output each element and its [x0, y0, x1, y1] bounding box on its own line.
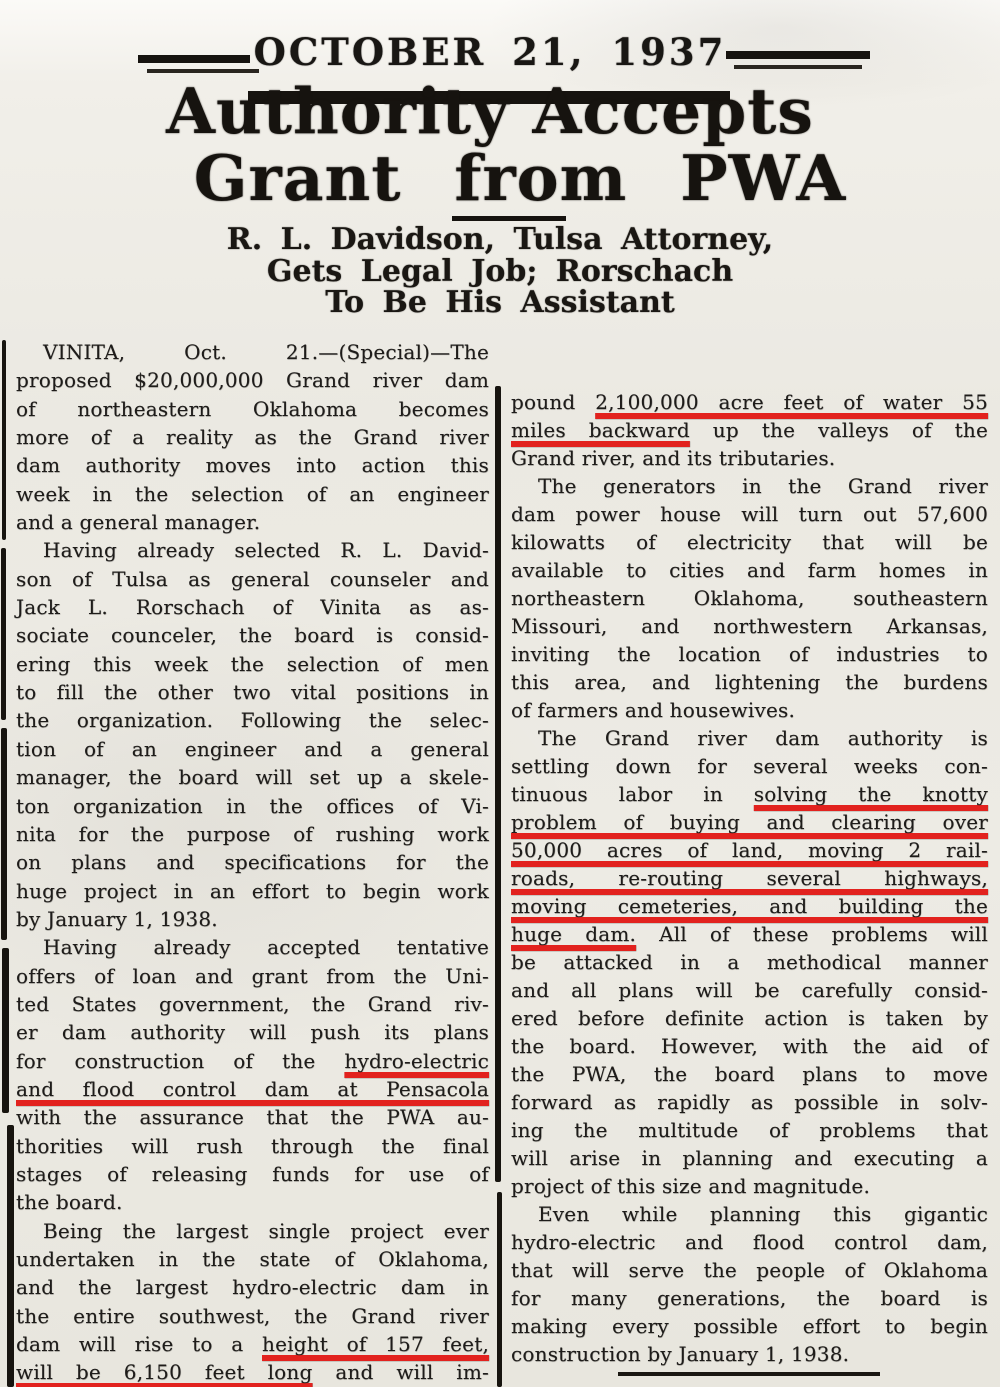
red-underline-highlight: and flood control dam at Pensacola [16, 1076, 489, 1101]
article-line: for construction of the hydro-electric [16, 1048, 489, 1073]
red-underline-highlight: 2,100,000 acre feet of water 55 [595, 390, 989, 414]
red-underline-highlight: roads, re-routing several highways, [511, 866, 988, 890]
article-line: making every possible effort to begin [511, 1314, 988, 1338]
article-line: that will serve the people of Oklahoma [511, 1258, 988, 1282]
red-underline-highlight: 50,000 acres of land, moving 2 rail- [511, 838, 988, 862]
article-line: offers of loan and grant from the Uni- [16, 963, 489, 988]
subhead-line-2: Gets Legal Job; Rorschach [266, 253, 734, 289]
date-rule-right-bottom [734, 65, 862, 69]
article-line: Jack L. Rorschach of Vinita as as- [16, 595, 489, 620]
article-line: nita for the purpose of rushing work [16, 821, 489, 846]
red-underline-highlight: problem of buying and clearing over [511, 810, 988, 834]
article-line: this area, and lightening the burdens [511, 670, 988, 694]
article-line: son of Tulsa as general counseler and [16, 566, 489, 591]
article-line [16, 1075, 489, 1103]
red-underline-highlight: huge dam. [511, 922, 637, 946]
article-line: VINITA, Oct. 21.—(Special)—The [43, 340, 489, 364]
article-line: er dam authority will push its plans [16, 1020, 489, 1045]
article-line: to fill the other two vital positions in [16, 680, 489, 705]
date-rule-right-top [726, 51, 870, 59]
article-line: kilowatts of electricity that will be [511, 530, 988, 554]
left-edge-rule-segment [7, 1125, 14, 1387]
article-line: hydro-electric and flood control dam, [511, 1230, 988, 1254]
article-line: for many generations, the board is [511, 1286, 988, 1310]
article-line: more of a reality as the Grand river [16, 425, 489, 450]
article-line [511, 892, 988, 920]
article-line: week in the selection of an engineer [16, 481, 489, 506]
article-line: the board. [16, 1190, 123, 1215]
article-line: of northeastern Oklahoma becomes [16, 396, 489, 421]
article-line: The generators in the Grand river [538, 474, 988, 498]
article-line: be attacked in a methodical manner [511, 950, 988, 974]
article-line [511, 864, 988, 892]
article-line [511, 836, 988, 864]
article-line: huge dam. All of these problems will [511, 922, 988, 946]
article-line: with the assurance that the PWA au- [16, 1105, 489, 1130]
article-line: and a general manager. [16, 510, 261, 535]
article-line: dam power house will turn out 57,600 [511, 502, 988, 526]
red-underline-highlight: moving cemeteries, and building the [511, 894, 988, 918]
article-line: Being the largest single project ever [43, 1218, 489, 1243]
article-line: stages of releasing funds for use of [16, 1161, 489, 1186]
article-line: northeastern Oklahoma, southeastern [511, 586, 988, 610]
left-edge-rule-segment [2, 340, 6, 540]
article-line [511, 808, 988, 836]
article-line: will be 6,150 feet long and will im- [16, 1360, 489, 1385]
article-line: forward as rapidly as possible in solv- [511, 1090, 988, 1114]
column-right [511, 388, 988, 1368]
article-line: undertaken in the state of Oklahoma, [16, 1247, 489, 1271]
subhead-line-3: To Be His Assistant [325, 285, 675, 320]
article-line: and the largest hydro-electric dam in [16, 1275, 489, 1300]
article-line: thorities will rush through the final [16, 1133, 489, 1158]
article-line: Missouri, and northwestern Arkansas, [511, 614, 988, 638]
date-heading: OCTOBER 21, 1937 [253, 30, 727, 74]
subhead-line-1: R. L. Davidson, Tulsa Attorney, [226, 222, 774, 257]
article-line: pound 2,100,000 acre feet of water 55 [511, 390, 989, 414]
article-line: of farmers and housewives. [511, 698, 796, 722]
article-line: Grand river, and its tributaries. [511, 446, 836, 470]
article-line: construction by January 1, 1938. [511, 1342, 850, 1366]
column-left [16, 338, 489, 1387]
article-line: tinuous labor in solving the knotty [511, 782, 988, 806]
article-line: sociate counceler, the board is consid- [16, 623, 489, 648]
left-edge-rule-segment [2, 948, 9, 1113]
article-line: proposed $20,000,000 Grand river dam [16, 368, 489, 393]
article-line: dam authority moves into action this [16, 453, 489, 478]
headline-line-1: Authority Accepts [166, 74, 814, 148]
article-line: and all plans will be carefully consid- [511, 978, 988, 1002]
article-line: miles backward up the valleys of the [511, 418, 988, 442]
article-line: tion of an engineer and a general [16, 736, 489, 761]
article-line: Having already accepted tentative [43, 935, 489, 960]
headline-line-2: Grant from PWA [193, 141, 847, 215]
article-line: ted States government, the Grand riv- [16, 991, 489, 1016]
article-line: will arise in planning and executing a [511, 1146, 988, 1170]
article-line: project of this size and magnitude. [511, 1174, 871, 1198]
left-edge-rule-segment [1, 728, 7, 940]
article-line: on plans and specifications for the [16, 850, 489, 875]
article-line: ered before definite action is taken by [511, 1006, 988, 1030]
article-line: by January 1, 1938. [16, 906, 218, 931]
article-line: huge project in an effort to begin work [16, 878, 489, 903]
article-line: Even while planning this gigantic [538, 1202, 988, 1226]
column-divider-rule [495, 386, 501, 1182]
article-line: the board. However, with the aid of [511, 1034, 988, 1058]
red-underline-highlight: will be 6,150 feet long [16, 1360, 313, 1385]
article-line: dam will rise to a height of 157 feet, [16, 1332, 489, 1357]
red-underline-highlight: height of 157 feet, [262, 1332, 489, 1357]
article-line: the organization. Following the selec- [16, 708, 489, 733]
red-underline-highlight: hydro-electric [344, 1048, 489, 1073]
article-line: Having already selected R. L. David- [43, 538, 489, 563]
red-underline-highlight: miles backward [511, 418, 690, 442]
article-line: The Grand river dam authority is [538, 726, 988, 750]
article-line: manager, the board will set up a skele- [16, 765, 489, 790]
article-line: the PWA, the board plans to move [511, 1062, 988, 1086]
left-edge-rule-segment [1, 548, 6, 720]
sub-headline [0, 224, 1000, 319]
article-line: ering this week the selection of men [16, 651, 489, 676]
article-line: ton organization in the offices of Vi- [16, 793, 489, 818]
article-line: the entire southwest, the Grand river [16, 1303, 489, 1328]
article-line: ing the multitude of problems that [511, 1118, 988, 1142]
article-line: settling down for several weeks con- [511, 754, 988, 778]
headline-divider [452, 216, 566, 221]
red-underline-highlight: solving the knotty [753, 782, 988, 806]
article-line: inviting the location of industries to [511, 642, 988, 666]
article-line: available to cities and farm homes in [511, 558, 988, 582]
article-end-divider [618, 1372, 880, 1376]
column-divider-rule [497, 1192, 502, 1387]
